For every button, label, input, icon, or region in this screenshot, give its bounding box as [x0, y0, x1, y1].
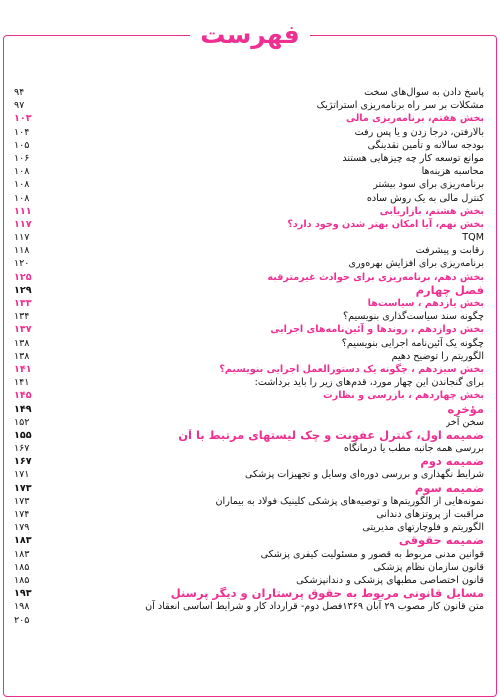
toc-entry-page-number: ۱۴۵: [14, 390, 32, 402]
toc-entry[interactable]: [14, 534, 484, 547]
toc-entry-page-number: ۱۷۳: [14, 482, 32, 494]
toc-entry[interactable]: [14, 126, 484, 139]
toc-entry-label: محاسبه هزینه‌ها: [421, 166, 484, 178]
toc-entry-label: برای گنجاندن این چهار مورد، قدم‌های زیر را باید برداشت:: [254, 377, 484, 389]
toc-entry[interactable]: [14, 561, 484, 574]
toc-entry-page-number: ۱۰۸: [14, 179, 30, 191]
toc-entry[interactable]: [14, 139, 484, 152]
toc-entry[interactable]: [14, 548, 484, 561]
toc-entry-page-number: ۱۰۸: [14, 192, 30, 204]
toc-entry-page-number: ۱۲۰: [14, 258, 30, 270]
toc-entry-label: مؤخره: [447, 402, 484, 416]
toc-entry[interactable]: [14, 112, 484, 125]
toc-entry-page-number: ۱۷۹: [14, 522, 30, 534]
toc-entry[interactable]: [14, 587, 484, 600]
toc-entry-page-number: ۱۰۳: [14, 113, 32, 125]
toc-entry-label: برنامه‌ریزی برای افزایش بهره‌وری: [348, 258, 484, 270]
toc-entry[interactable]: [14, 178, 484, 191]
toc-entry-label: چگونه یک آئین‌نامه اجرایی بنویسیم؟: [341, 337, 484, 349]
toc-entry[interactable]: [14, 442, 484, 455]
toc-entry[interactable]: [14, 389, 484, 402]
toc-entry-label: ضمیمه حقوقی: [398, 534, 484, 548]
toc-entry-page-number: ۱۰۸: [14, 166, 30, 178]
toc-entry[interactable]: [14, 192, 484, 205]
toc-entry[interactable]: [14, 205, 484, 218]
toc-entry-page-number: ۱۴۹: [14, 403, 32, 415]
toc-entry-page-number: ۱۲۵: [14, 271, 32, 283]
toc-entry-label: موانع توسعه کار چه چیزهایی هستند: [342, 152, 484, 164]
toc-entry[interactable]: [14, 350, 484, 363]
toc-entry-page-number: ۱۷۴: [14, 509, 30, 520]
toc-entry[interactable]: [14, 297, 484, 310]
toc-entry-label: الگوریتم را توضیح دهیم: [391, 350, 484, 362]
toc-entry-page-number: ۱۶۷: [14, 456, 32, 468]
toc-entry-label: بخش یازدهم ، سیاست‌ها: [367, 298, 484, 309]
toc-entry[interactable]: [14, 416, 484, 429]
toc-entry-page-number: ۱۸۵: [14, 574, 30, 586]
toc-entry-label: بخش دوازدهم ، روندها و آئین‌نامه‌های اجرایی: [270, 324, 484, 336]
toc-entry-page-number: ۱۱۷: [14, 218, 32, 230]
toc-entry-page-number: ۱۸۵: [14, 561, 30, 573]
toc-entry-label: پاسخ دادن به سوال‌های سخت: [364, 87, 484, 98]
toc-entry-page-number: ۱۷۳: [14, 495, 30, 507]
toc-entry[interactable]: [14, 271, 484, 284]
toc-entry-label: قانون سازمان نظام پزشکی: [373, 561, 484, 573]
toc-entry-page-number: ۱۳۷: [14, 324, 32, 336]
toc-entry-label: بخش چهاردهم ، بازرسی و نظارت: [323, 390, 484, 402]
toc-entry-label: برنامه‌ریزی برای سود بیشتر: [373, 179, 484, 191]
toc-entry[interactable]: [14, 455, 484, 468]
toc-entry[interactable]: [14, 86, 484, 99]
toc-entry[interactable]: [14, 574, 484, 587]
toc-entry-page-number: ۲۰۵: [14, 614, 30, 626]
toc-entry-label: بخش هشتم، بازاریابی: [379, 205, 484, 217]
toc-entry[interactable]: [14, 337, 484, 350]
toc-entry[interactable]: [14, 403, 484, 416]
toc-entry[interactable]: [14, 521, 484, 534]
toc-entry-page-number: ۱۹۳: [14, 588, 32, 600]
toc-entry-page-number: ۱۱۷: [14, 232, 30, 244]
toc-entry-page-number: ۱۰۶: [14, 152, 30, 164]
table-of-contents: [14, 86, 484, 627]
toc-entry-page-number: ۱۰۵: [14, 139, 30, 151]
toc-entry-label: بخش سیزدهم ، چگونه یک دستورالعمل اجرایی بنویسیم؟: [219, 363, 484, 375]
toc-entry[interactable]: [14, 363, 484, 376]
toc-entry-label: ضمیمه دوم: [420, 455, 484, 469]
toc-entry-page-number: ۹۴: [14, 87, 25, 98]
toc-entry[interactable]: [14, 231, 484, 244]
toc-entry-page-number: ۱۳۸: [14, 350, 30, 362]
toc-entry-label: مراقبت از پروتزهای دندانی: [376, 509, 484, 520]
toc-entry-page-number: ۱۳۸: [14, 337, 30, 349]
toc-entry[interactable]: [14, 152, 484, 165]
toc-entry-page-number: ۱۵۵: [14, 429, 32, 441]
toc-entry-page-number: ۱۸۳: [14, 548, 30, 560]
toc-entry-page-number: ۱۴۱: [14, 363, 32, 375]
toc-entry-page-number: ۱۲۹: [14, 284, 32, 296]
toc-entry-label: بررسی همه جانبه مطب یا درمانگاه: [343, 443, 484, 455]
toc-entry-label: سخن آخر: [445, 416, 484, 428]
toc-entry[interactable]: [14, 323, 484, 336]
toc-entry-label: متن قانون کار مصوب ۲۹ آبان ۱۳۶۹فصل دوم- قرارداد کار و شرایط اساسی انعقاد آن: [145, 601, 484, 613]
toc-entry-label: قانون اختصاصی مطبهای پزشکی و دندانپزشکی: [296, 574, 484, 586]
title-box: [190, 18, 310, 52]
toc-entry[interactable]: [14, 614, 484, 627]
toc-entry-page-number: ۱۹۸: [14, 601, 30, 613]
toc-entry[interactable]: [14, 257, 484, 270]
toc-entry-label: مشکلات بر سر راه برنامه‌ریزی استراتژیک: [316, 100, 484, 112]
page-title: فهرست: [200, 20, 300, 49]
toc-entry[interactable]: [14, 376, 484, 389]
toc-entry-page-number: ۹۷: [14, 100, 25, 112]
toc-entry-label: فصل چهارم: [415, 283, 484, 297]
toc-entry[interactable]: [14, 429, 484, 442]
toc-entry[interactable]: [14, 482, 484, 495]
toc-entry-label: TQM: [462, 232, 484, 244]
toc-entry-label: مسایل قانونی مربوط به حقوق پرستاران و دیگر پرسنل: [170, 587, 484, 601]
toc-entry-page-number: ۱۰۴: [14, 126, 30, 138]
toc-entry-label: ضمیمه سوم: [414, 481, 484, 495]
toc-entry[interactable]: [14, 99, 484, 112]
toc-entry[interactable]: [14, 310, 484, 323]
toc-entry-page-number: ۱۷۱: [14, 469, 30, 481]
toc-entry[interactable]: [14, 600, 484, 613]
toc-entry-page-number: ۱۳۳: [14, 298, 32, 309]
toc-entry-label: شرایط نگهداری و بررسی دوره‌ای وسایل و تجهیزات پزشکی: [244, 469, 484, 481]
toc-entry-label: کنترل مالی به یک روش ساده: [366, 192, 484, 204]
toc-entry-label: بودجه سالانه و تأمین نقدینگی: [367, 139, 484, 151]
toc-entry[interactable]: [14, 495, 484, 508]
toc-entry[interactable]: [14, 284, 484, 297]
toc-entry[interactable]: [14, 244, 484, 257]
toc-entry-page-number: ۱۴۱: [14, 377, 30, 389]
toc-entry-page-number: ۱۱۱: [14, 205, 32, 217]
toc-entry[interactable]: [14, 165, 484, 178]
toc-entry[interactable]: [14, 468, 484, 481]
toc-entry-page-number: ۱۳۴: [14, 311, 30, 323]
toc-entry-label: چگونه سند سیاست‌گذاری بنویسیم؟: [343, 311, 484, 323]
toc-entry-page-number: ۱۶۷: [14, 443, 30, 455]
toc-entry-label: نمونه‌هایی از الگوریتم‌ها و توصیه‌های پزشکی کلینیک فولاد به بیماران: [215, 495, 484, 507]
toc-entry-label: الگوریتم و فلوچارتهای مدیریتی: [362, 522, 484, 534]
toc-entry-label: بخش هفتم، برنامه‌ریزی مالی: [345, 113, 484, 125]
toc-entry-page-number: ۱۵۲: [14, 416, 30, 428]
toc-entry-label: ضمیمه اول، کنترل عفونت و چک لیستهای مرتبط با آن: [178, 428, 484, 442]
toc-entry-label: بالارفتن، درجا زدن و یا پس رفت: [354, 126, 484, 138]
toc-entry[interactable]: [14, 218, 484, 231]
toc-entry-label: رقابت و پیشرفت: [415, 245, 484, 257]
toc-entry-page-number: ۱۸۳: [14, 535, 32, 547]
toc-entry-label: بخش دهم، برنامه‌ریزی برای حوادث غیرمترقبه: [267, 271, 484, 283]
toc-entry-page-number: ۱۱۸: [14, 245, 30, 257]
toc-entry-label: بخش نهم، آیا امکان بهتر شدن وجود دارد؟: [287, 218, 484, 230]
toc-entry[interactable]: [14, 508, 484, 521]
toc-entry-label: قوانین مدنی مربوط به قصور و مسئولیت کیفری پزشکی: [260, 548, 484, 560]
